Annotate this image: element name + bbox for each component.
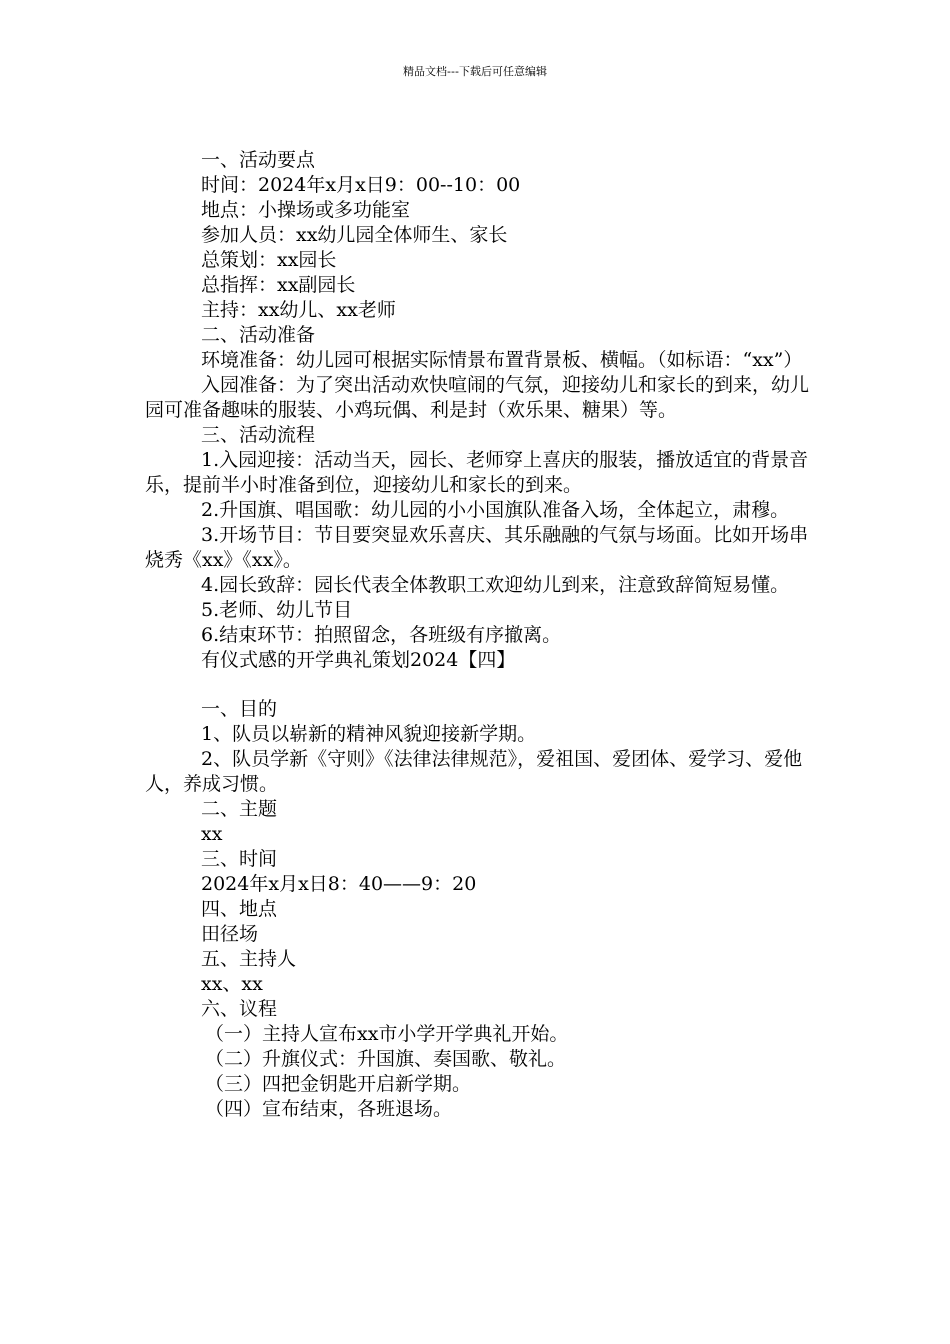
section-heading: 五、主持人 bbox=[201, 948, 297, 970]
paragraph: 1.入园迎接：活动当天，园长、老师穿上喜庆的服装，播放适宜的背景音乐，提前半小时准备到位，迎接幼儿和家长的到来。 bbox=[145, 449, 809, 496]
location-value: 田径场 bbox=[201, 923, 259, 945]
document-body bbox=[145, 148, 810, 1122]
host-value: xx、xx bbox=[201, 973, 263, 995]
director: 总指挥：xx副园长 bbox=[201, 274, 356, 296]
agenda-item: （三）四把金钥匙开启新学期。 bbox=[205, 1073, 472, 1095]
paragraph: 2、队员学新《守则》《法律法律规范》，爱祖国、爱团体、爱学习、爱他人，养成习惯。 bbox=[145, 748, 803, 795]
paragraph: 3.开场节目：节目要突显欢乐喜庆、其乐融融的气氛与场面。比如开场串烧秀《xx》《xx》。 bbox=[145, 524, 809, 571]
section-heading: 四、地点 bbox=[201, 898, 278, 920]
paragraph: 环境准备：幼儿园可根据实际情景布置背景板、横幅。（如标语：“xx”） bbox=[201, 349, 803, 371]
event-location: 地点：小操场或多功能室 bbox=[201, 199, 411, 221]
paragraph: 2.升国旗、唱国歌：幼儿园的小小国旗队准备入场，全体起立，肃穆。 bbox=[201, 499, 790, 521]
paragraph: 6.结束环节：拍照留念，各班级有序撤离。 bbox=[201, 624, 562, 646]
planner: 总策划：xx园长 bbox=[201, 249, 337, 271]
document-title: 有仪式感的开学典礼策划2024【四】 bbox=[201, 649, 516, 671]
participants: 参加人员：xx幼儿园全体师生、家长 bbox=[201, 224, 508, 246]
paragraph: 入园准备：为了突出活动欢快喧闹的气氛，迎接幼儿和家长的到来，幼儿园可准备趣味的服装、小鸡玩偶、利是封（欢乐果、糖果）等。 bbox=[145, 374, 810, 421]
section-heading: 一、活动要点 bbox=[201, 149, 316, 171]
section-heading: 一、目的 bbox=[201, 698, 278, 720]
page-header: 精品文档---下载后可任意编辑 bbox=[403, 65, 547, 78]
agenda-item: （一）主持人宣布xx市小学开学典礼开始。 bbox=[205, 1023, 569, 1045]
host: 主持：xx幼儿、xx老师 bbox=[201, 299, 396, 321]
paragraph: 4.园长致辞：园长代表全体教职工欢迎幼儿到来，注意致辞简短易懂。 bbox=[201, 574, 790, 596]
section-heading: 六、议程 bbox=[201, 998, 278, 1020]
time-value: 2024年x月x日8：40——9：20 bbox=[201, 873, 477, 895]
section-heading: 二、活动准备 bbox=[201, 324, 316, 346]
section-heading: 三、时间 bbox=[201, 848, 278, 870]
section-heading: 二、主题 bbox=[201, 798, 278, 820]
event-time: 时间：2024年x月x日9：00--10：00 bbox=[201, 174, 521, 196]
agenda-item: （二）升旗仪式：升国旗、奏国歌、敬礼。 bbox=[205, 1048, 567, 1070]
blank-line bbox=[145, 673, 810, 697]
paragraph: 5.老师、幼儿节目 bbox=[201, 599, 353, 621]
agenda-item: （四）宣布结束，各班退场。 bbox=[205, 1098, 453, 1120]
paragraph: 1、队员以崭新的精神风貌迎接新学期。 bbox=[201, 723, 537, 745]
section-heading: 三、活动流程 bbox=[201, 424, 316, 446]
theme-value: xx bbox=[201, 823, 223, 845]
